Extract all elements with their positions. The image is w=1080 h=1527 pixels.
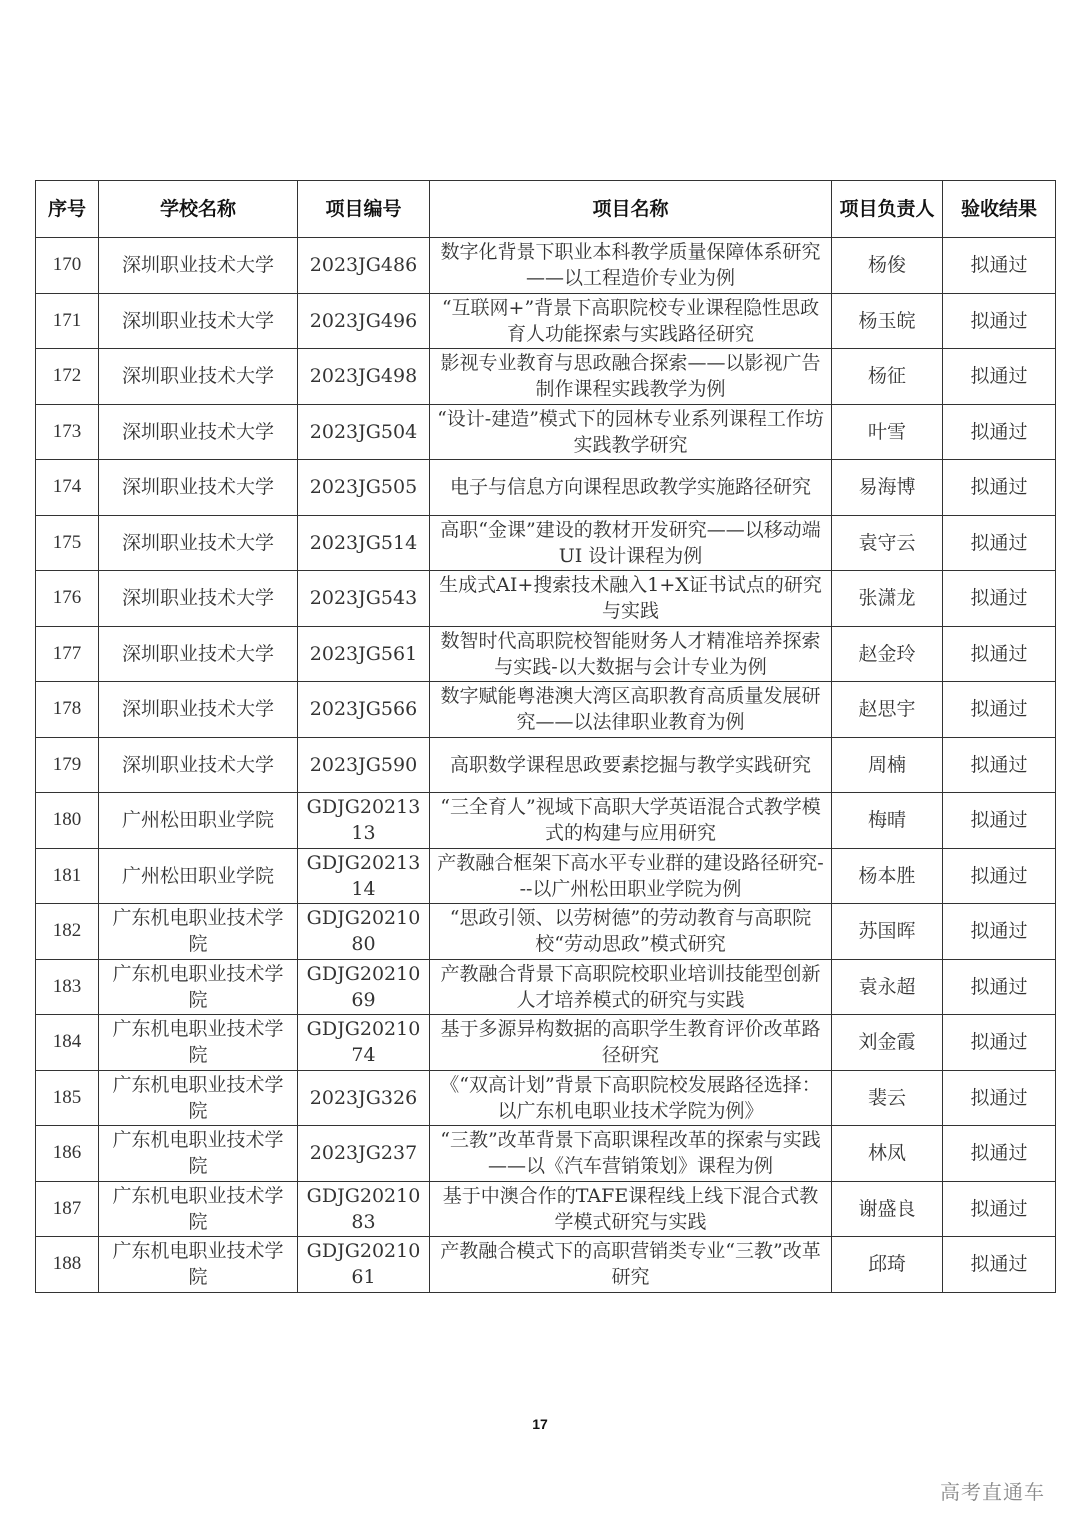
project-title: 数字赋能粤港澳大湾区高职教育高质量发展研究——以法律职业教育为例 [430,682,832,738]
project-code: 2023JG514 [298,515,430,571]
school-name: 深圳职业技术大学 [99,460,298,516]
school-name: 深圳职业技术大学 [99,626,298,682]
project-title: 产教融合模式下的高职营销类专业“三教”改革研究 [430,1237,832,1293]
results-table [35,180,1056,1293]
school-name: 广东机电职业技术学院 [99,1126,298,1182]
watermark: 高考直通车 [940,1480,1045,1504]
table-row [36,238,1056,294]
row-number: 170 [36,238,99,294]
school-name: 深圳职业技术大学 [99,737,298,793]
project-leader: 苏国晖 [832,904,943,960]
project-leader: 张潇龙 [832,571,943,627]
row-number: 176 [36,571,99,627]
project-title: 《“双高计划”背景下高职院校发展路径选择：以广东机电职业技术学院为例》 [430,1070,832,1126]
school-name: 广东机电职业技术学院 [99,904,298,960]
table-row [36,515,1056,571]
table-row [36,571,1056,627]
project-code: 2023JG505 [298,460,430,516]
project-title: 生成式AI+搜索技术融入1+X证书试点的研究与实践 [430,571,832,627]
page-number: 17 [532,1416,548,1432]
acceptance-result: 拟通过 [943,1126,1056,1182]
header-leader: 项目负责人 [832,181,943,238]
project-leader: 裴云 [832,1070,943,1126]
acceptance-result: 拟通过 [943,737,1056,793]
row-number: 186 [36,1126,99,1182]
project-title: 产教融合框架下高水平专业群的建设路径研究---以广州松田职业学院为例 [430,848,832,904]
school-name: 深圳职业技术大学 [99,349,298,405]
row-number: 177 [36,626,99,682]
row-number: 188 [36,1237,99,1293]
acceptance-result: 拟通过 [943,460,1056,516]
acceptance-result: 拟通过 [943,682,1056,738]
project-leader: 赵思宇 [832,682,943,738]
table-row [36,626,1056,682]
project-title: 数字化背景下职业本科教学质量保障体系研究——以工程造价专业为例 [430,238,832,294]
acceptance-result: 拟通过 [943,1015,1056,1071]
table-row [36,959,1056,1015]
school-name: 深圳职业技术大学 [99,571,298,627]
school-name: 深圳职业技术大学 [99,238,298,294]
project-leader: 袁守云 [832,515,943,571]
project-title: 影视专业教育与思政融合探索——以影视广告制作课程实践教学为例 [430,349,832,405]
project-code: 2023JG326 [298,1070,430,1126]
project-leader: 袁永超 [832,959,943,1015]
table-row [36,293,1056,349]
table-row [36,1181,1056,1237]
school-name: 广东机电职业技术学院 [99,959,298,1015]
project-title: “设计-建造”模式下的园林专业系列课程工作坊实践教学研究 [430,404,832,460]
table-row [36,793,1056,849]
project-title: “三全育人”视域下高职大学英语混合式教学模式的构建与应用研究 [430,793,832,849]
header-title: 项目名称 [430,181,832,238]
school-name: 深圳职业技术大学 [99,515,298,571]
acceptance-result: 拟通过 [943,238,1056,294]
row-number: 175 [36,515,99,571]
project-code: 2023JG561 [298,626,430,682]
table-row [36,1237,1056,1293]
table-row [36,737,1056,793]
table-row [36,404,1056,460]
project-code: 2023JG590 [298,737,430,793]
school-name: 广州松田职业学院 [99,848,298,904]
project-title: 电子与信息方向课程思政教学实施路径研究 [430,460,832,516]
project-code: GDJG2021314 [298,848,430,904]
table-row [36,1015,1056,1071]
project-leader: 谢盛良 [832,1181,943,1237]
acceptance-result: 拟通过 [943,349,1056,405]
school-name: 广东机电职业技术学院 [99,1181,298,1237]
acceptance-result: 拟通过 [943,848,1056,904]
project-leader: 杨本胜 [832,848,943,904]
acceptance-result: 拟通过 [943,1070,1056,1126]
project-leader: 杨征 [832,349,943,405]
table-row [36,460,1056,516]
school-name: 广东机电职业技术学院 [99,1237,298,1293]
acceptance-result: 拟通过 [943,1181,1056,1237]
project-code: GDJG2021069 [298,959,430,1015]
table-row [36,1070,1056,1126]
row-number: 174 [36,460,99,516]
project-title: 高职“金课”建设的教材开发研究——以移动端UI 设计课程为例 [430,515,832,571]
project-leader: 赵金玲 [832,626,943,682]
school-name: 广州松田职业学院 [99,793,298,849]
acceptance-result: 拟通过 [943,571,1056,627]
table-row [36,682,1056,738]
school-name: 深圳职业技术大学 [99,682,298,738]
row-number: 181 [36,848,99,904]
header-no: 序号 [36,181,99,238]
project-leader: 叶雪 [832,404,943,460]
table-row [36,349,1056,405]
project-code: GDJG2021061 [298,1237,430,1293]
project-code: 2023JG237 [298,1126,430,1182]
project-title: 数智时代高职院校智能财务人才精准培养探索与实践-以大数据与会计专业为例 [430,626,832,682]
school-name: 深圳职业技术大学 [99,404,298,460]
row-number: 183 [36,959,99,1015]
table-row [36,848,1056,904]
project-code: 2023JG504 [298,404,430,460]
table-row [36,1126,1056,1182]
project-leader: 刘金霞 [832,1015,943,1071]
school-name: 深圳职业技术大学 [99,293,298,349]
table-header-row [36,181,1056,238]
acceptance-result: 拟通过 [943,515,1056,571]
row-number: 184 [36,1015,99,1071]
project-title: “互联网+”背景下高职院校专业课程隐性思政育人功能探索与实践路径研究 [430,293,832,349]
project-title: 产教融合背景下高职院校职业培训技能型创新人才培养模式的研究与实践 [430,959,832,1015]
project-title: 高职数学课程思政要素挖掘与教学实践研究 [430,737,832,793]
acceptance-result: 拟通过 [943,904,1056,960]
row-number: 179 [36,737,99,793]
header-school: 学校名称 [99,181,298,238]
project-code: 2023JG543 [298,571,430,627]
project-title: “三教”改革背景下高职课程改革的探索与实践——以《汽车营销策划》课程为例 [430,1126,832,1182]
project-code: 2023JG496 [298,293,430,349]
row-number: 173 [36,404,99,460]
table-row [36,904,1056,960]
row-number: 187 [36,1181,99,1237]
project-code: 2023JG486 [298,238,430,294]
row-number: 185 [36,1070,99,1126]
header-result: 验收结果 [943,181,1056,238]
project-code: GDJG2021083 [298,1181,430,1237]
project-title: 基于中澳合作的TAFE课程线上线下混合式教学模式研究与实践 [430,1181,832,1237]
project-leader: 周楠 [832,737,943,793]
school-name: 广东机电职业技术学院 [99,1070,298,1126]
project-code: 2023JG498 [298,349,430,405]
row-number: 172 [36,349,99,405]
project-code: GDJG2021313 [298,793,430,849]
row-number: 180 [36,793,99,849]
project-title: 基于多源异构数据的高职学生教育评价改革路径研究 [430,1015,832,1071]
row-number: 182 [36,904,99,960]
project-leader: 杨玉皖 [832,293,943,349]
row-number: 171 [36,293,99,349]
project-code: GDJG2021080 [298,904,430,960]
acceptance-result: 拟通过 [943,404,1056,460]
header-code: 项目编号 [298,181,430,238]
project-code: 2023JG566 [298,682,430,738]
acceptance-result: 拟通过 [943,626,1056,682]
project-code: GDJG2021074 [298,1015,430,1071]
project-leader: 林凤 [832,1126,943,1182]
acceptance-result: 拟通过 [943,793,1056,849]
row-number: 178 [36,682,99,738]
acceptance-result: 拟通过 [943,1237,1056,1293]
project-title: “思政引领、以劳树德”的劳动教育与高职院校“劳动思政”模式研究 [430,904,832,960]
project-leader: 梅晴 [832,793,943,849]
project-leader: 邱琦 [832,1237,943,1293]
school-name: 广东机电职业技术学院 [99,1015,298,1071]
acceptance-result: 拟通过 [943,293,1056,349]
project-leader: 易海博 [832,460,943,516]
acceptance-result: 拟通过 [943,959,1056,1015]
project-leader: 杨俊 [832,238,943,294]
